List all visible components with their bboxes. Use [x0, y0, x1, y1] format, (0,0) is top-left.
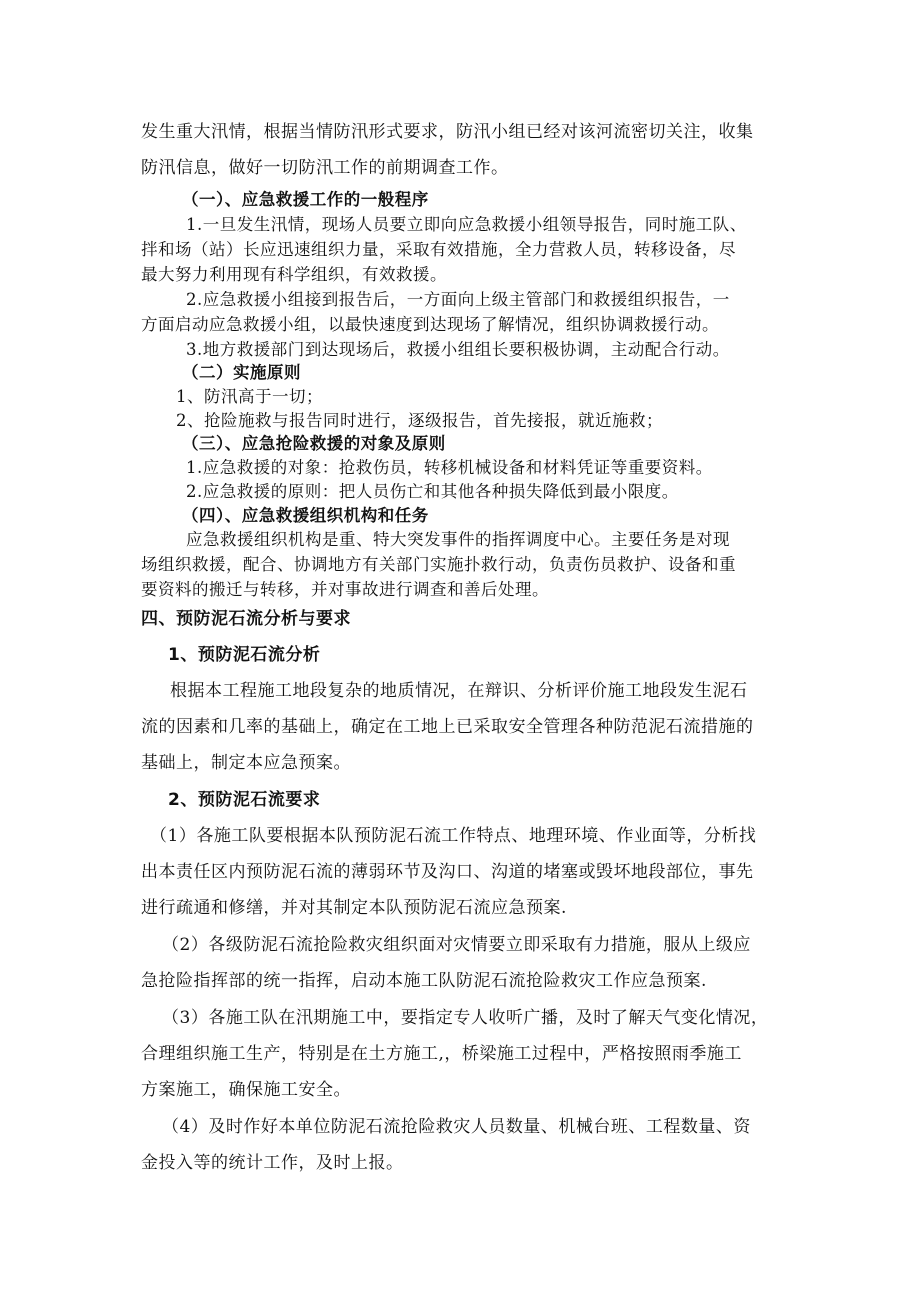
paragraph-line: 合理组织施工生产，特别是在土方施工,，桥梁施工过程中，严格按照雨季施工 [141, 1044, 742, 1064]
paragraph-line: （4）及时作好本单位防泥石流抢险救灾人员数量、机械台班、工程数量、资 [162, 1117, 751, 1137]
intro-line: 发生重大汛情，根据当情防汛形式要求，防汛小组已经对该河流密切关注，收集 [141, 122, 754, 142]
paragraph-line: 方案施工，确保施工安全。 [141, 1080, 351, 1100]
paragraph-line: 金投入等的统计工作，及时上报。 [141, 1153, 404, 1173]
paragraph-line: 根据本工程施工地段复杂的地质情况，在辩识、分析评价施工地段发生泥石 [170, 681, 748, 701]
paragraph-line: 出本责任区内预防泥石流的薄弱环节及沟口、沟道的堵塞或毁坏地段部位，事先 [141, 862, 754, 882]
intro-line: 防汛信息，做好一切防汛工作的前期调查工作。 [141, 158, 509, 178]
section-heading-3: （三）、应急抢险救援的对象及原则 [182, 434, 446, 453]
paragraph-line: 拌和场（站）长应迅速组织力量，采取有效措施，全力营救人员，转移设备，尽 [141, 240, 736, 259]
paragraph-line: 流的因素和几率的基础上，确定在工地上已采取安全管理各种防范泥石流措施的 [141, 717, 754, 737]
paragraph-line: 进行疏通和修缮，并对其制定本队预防泥石流应急预案. [141, 898, 567, 918]
paragraph-line: （3）各施工队在汛期施工中，要指定专人收听广播，及时了解天气变化情况， [162, 1008, 769, 1028]
section-heading-1: （一）、应急救援工作的一般程序 [182, 190, 429, 209]
list-item: 1.应急救援的对象：抢救伤员，转移机械设备和材料凭证等重要资料。 [186, 458, 713, 477]
section-heading-2: （二）实施原则 [182, 363, 301, 382]
list-item: 2.应急救援的原则：把人员伤亡和其他各种损失降低到最小限度。 [186, 482, 679, 501]
chapter-heading: 四、预防泥石流分析与要求 [141, 609, 351, 629]
paragraph-line: 急抢险指挥部的统一指挥，启动本施工队防泥石流抢险救灾工作应急预案. [141, 971, 707, 991]
paragraph-line: （1）各施工队要根据本队预防泥石流工作特点、地理环境、作业面等，分析找 [150, 826, 757, 846]
list-item: 2、抢险施救与报告同时进行，逐级报告，首先接报，就近施救； [176, 411, 663, 430]
paragraph-line: 基础上，制定本应急预案。 [141, 753, 351, 773]
paragraph-line: 1.一旦发生汛情，现场人员要立即向应急救援小组领导报告，同时施工队、 [186, 215, 747, 234]
paragraph-line: 方面启动应急救援小组，以最快速度到达现场了解情况，组织协调救援行动。 [141, 315, 719, 334]
section-heading-4: （四）、应急救援组织机构和任务 [182, 506, 429, 525]
paragraph-line: 2.应急救援小组接到报告后，一方面向上级主管部门和救援组织报告，一 [186, 290, 730, 309]
paragraph-line: 最大努力利用现有科学组织，有效救援。 [141, 265, 447, 284]
subsection-heading-2: 2、预防泥石流要求 [168, 790, 321, 810]
paragraph-line: 场组织救援，配合、协调地方有关部门实施扑救行动，负责伤员救护、设备和重 [141, 555, 736, 574]
paragraph-line: 应急救援组织机构是重、特大突发事件的指挥调度中心。主要任务是对现 [186, 530, 730, 549]
subsection-heading-1: 1、预防泥石流分析 [168, 645, 321, 665]
paragraph-line: 要资料的搬迁与转移，并对事故进行调查和善后处理。 [141, 580, 549, 599]
list-item: 1、防汛高于一切； [176, 387, 323, 406]
paragraph-line: （2）各级防泥石流抢险救灾组织面对灾情要立即采取有力措施，服从上级应 [162, 935, 751, 955]
paragraph-line: 3.地方救援部门到达现场后，救援小组组长要积极协调，主动配合行动。 [186, 340, 730, 359]
